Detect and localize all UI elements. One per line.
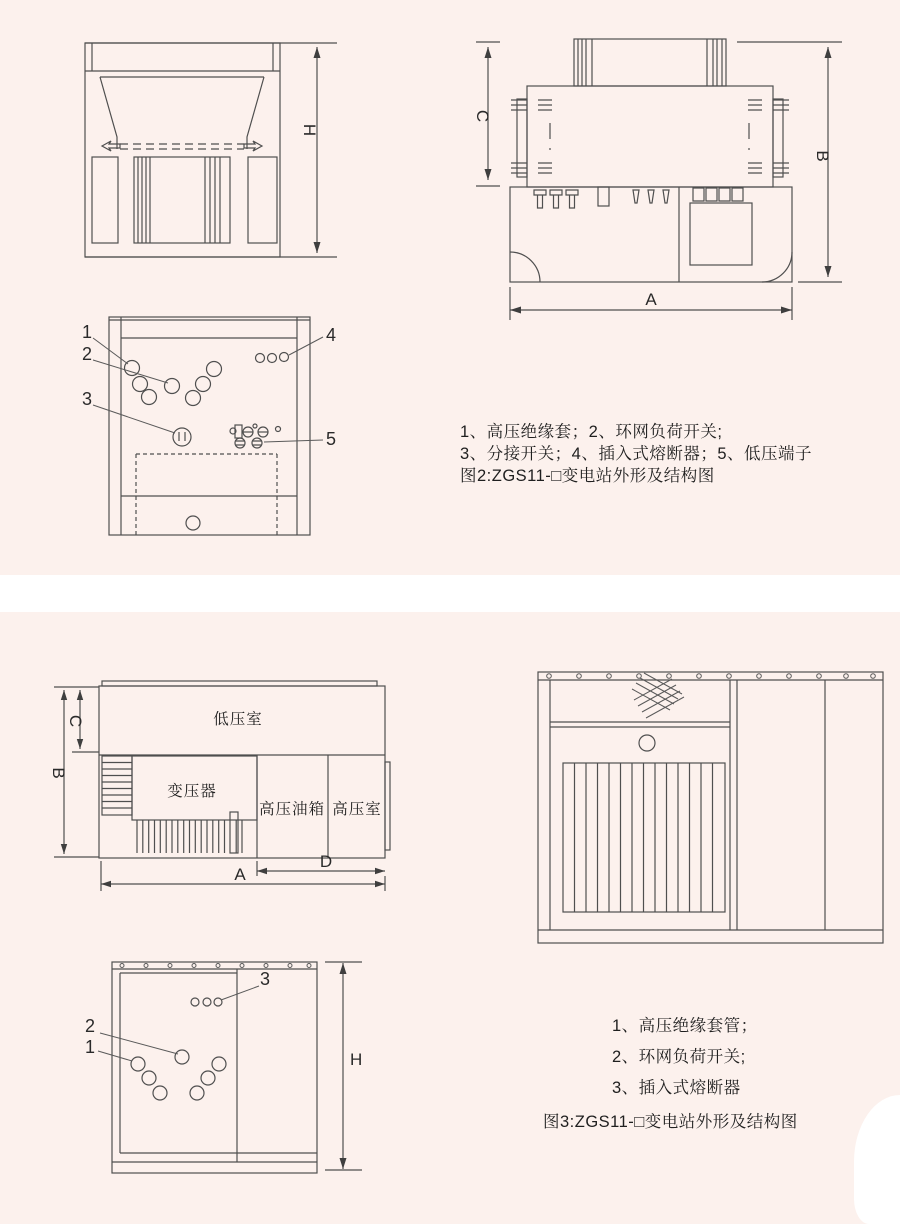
fig2-front-view-lines <box>85 43 337 257</box>
fig3-legend-item-2: 2、环网负荷开关; <box>612 1048 746 1066</box>
fig2-legend-line2: 3、分接开关；4、插入式熔断器；5、低压端子 <box>460 445 813 463</box>
fig2-legend-line1: 1、高压绝缘套；2、环网负荷开关; <box>460 423 723 441</box>
fig2-plan-view-drawing <box>68 315 353 540</box>
fig3-front-bushings <box>131 998 226 1100</box>
fig2-callout-2: 2 <box>81 344 93 364</box>
fig3-caption: 图3:ZGS11-□变电站外形及结构图 <box>543 1113 798 1131</box>
fig2-plan-frame <box>109 317 310 535</box>
fig3-room-hv-oil-tank: 高压油箱 <box>258 801 326 818</box>
fig3-plan-lines <box>99 681 390 858</box>
fig2-plan-callout-labels <box>82 322 336 449</box>
fig3-front-bolts <box>120 964 311 968</box>
fig3-room-hv-room: 高压室 <box>332 801 382 818</box>
fig3-dim-B-label: B <box>49 767 68 779</box>
fig3-room-low-voltage: 低压室 <box>213 711 263 728</box>
fig3-callout-1: 1 <box>84 1037 96 1057</box>
fig2-callout-4: 4 <box>325 325 337 345</box>
fig3-dim-A <box>101 861 385 891</box>
fig3-legend-item-1: 1、高压绝缘套管； <box>612 1017 758 1035</box>
fig2-dim-A-label: A <box>645 290 657 309</box>
fig2-side-view-lines <box>510 39 792 282</box>
fig3-front-view-drawing <box>73 948 378 1185</box>
fig2-side-view-drawing <box>460 28 865 328</box>
fig3-legend <box>612 1011 758 1104</box>
fig3-elevation-lines <box>538 672 883 943</box>
fig3-dim-D-label: D <box>319 852 333 871</box>
fig3-legend-item-3: 3、插入式熔断器 <box>612 1079 741 1097</box>
fig3-callout-3: 3 <box>259 969 271 989</box>
fig3-dim-C <box>54 687 99 752</box>
fig2-dim-C-label: C <box>473 109 492 123</box>
fig2-dim-B-label: B <box>813 150 832 162</box>
fig2-callout-5: 5 <box>325 429 337 449</box>
fig2-front-view-drawing <box>80 33 345 265</box>
fig3-room-transformer: 变压器 <box>167 783 217 800</box>
fig2-dim-H-label: H <box>300 123 319 137</box>
fig3-dim-D <box>257 852 385 876</box>
fig2-legend <box>460 421 812 487</box>
fig2-callout-1: 1 <box>81 322 93 342</box>
fig2-dim-A <box>510 287 792 320</box>
fig3-elevation-drawing <box>528 658 893 953</box>
fig3-dim-C-label: C <box>66 714 85 728</box>
fig3-dim-A-label: A <box>234 865 246 884</box>
fig2-caption: 图2:ZGS11-□变电站外形及结构图 <box>460 467 715 485</box>
fig2-callout-3: 3 <box>81 389 93 409</box>
fig3-room-labels <box>167 710 382 818</box>
fig3-front-frame <box>112 962 317 1173</box>
fig3-roof-bolts <box>547 674 876 679</box>
fig2-plan-bushings <box>125 353 289 449</box>
fig2-dim-C <box>473 42 500 186</box>
fig3-callout-2: 2 <box>84 1016 96 1036</box>
fig3-front-callout-labels <box>85 969 270 1057</box>
fig3-front-leader-lines <box>98 986 259 1061</box>
fig3-plan-view-drawing <box>42 673 402 895</box>
fig3-dim-H <box>325 962 362 1170</box>
fig2-dim-H <box>300 47 321 253</box>
fig2-dim-B <box>737 42 842 282</box>
fig3-dim-H-label: H <box>350 1050 363 1069</box>
